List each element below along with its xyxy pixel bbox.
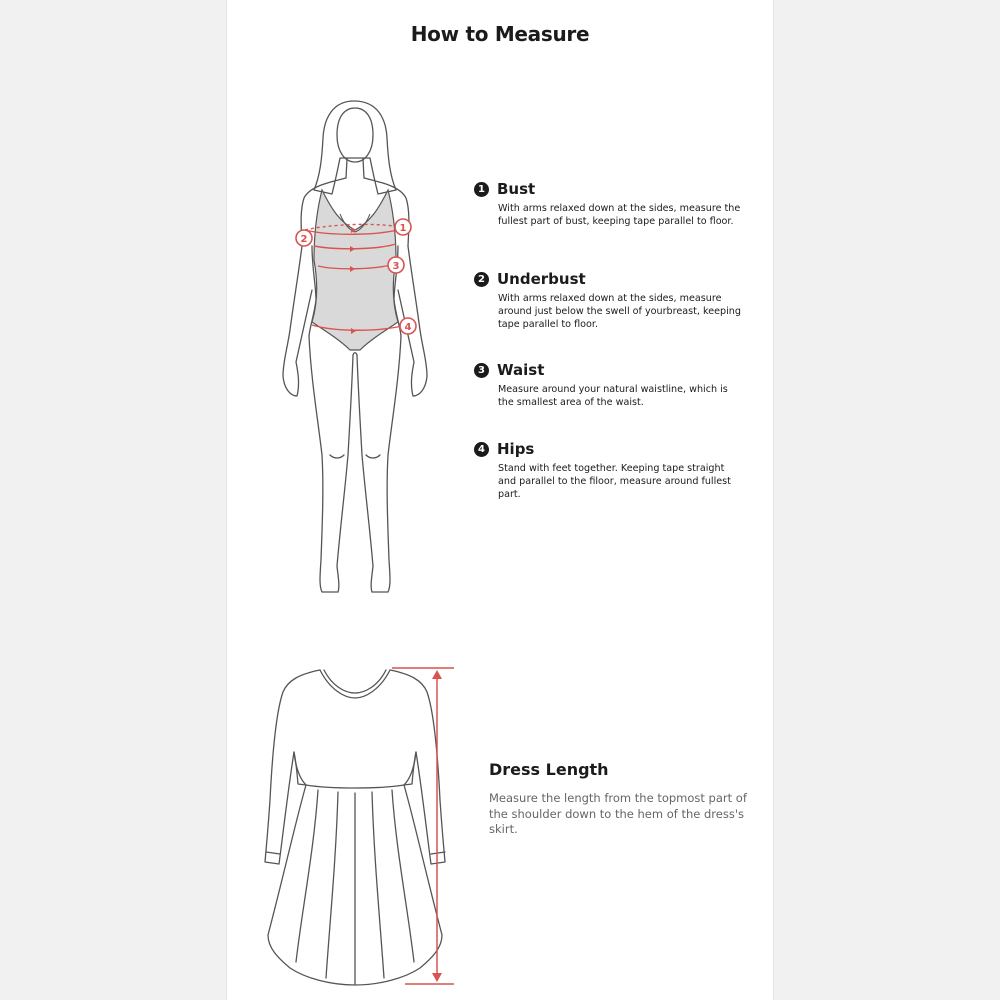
underbust-number-badge: 2 (474, 272, 489, 287)
page-title: How to Measure (410, 22, 590, 46)
dress-length-description: Measure the length from the topmost part of the shoulder down to the hem of the dress's skirt. (489, 791, 747, 836)
marker-2: 2 (300, 234, 308, 245)
waist-description: Measure around your natural waistline, which is the smallest area of the waist. (498, 384, 728, 408)
marker-4: 4 (404, 322, 412, 333)
bust-label: Bust (497, 180, 536, 198)
underbust-label: Underbust (497, 270, 586, 288)
bust-instruction (474, 179, 744, 228)
marker-3: 3 (392, 261, 400, 272)
hips-number-badge: 4 (474, 442, 489, 457)
body-figure-illustration (270, 95, 440, 600)
marker-1: 1 (399, 223, 407, 234)
hips-label: Hips (497, 440, 535, 458)
dress-length-label: Dress Length (489, 760, 609, 779)
dress-illustration (255, 660, 465, 990)
waist-number-badge: 3 (474, 363, 489, 378)
bust-description: With arms relaxed down at the sides, measure the fullest part of bust, keeping tape parallel to floor. (498, 203, 741, 227)
underbust-description: With arms relaxed down at the sides, measure around just below the swell of yourbreast, keeping tape parallel to floor. (498, 293, 741, 330)
hips-description: Stand with feet together. Keeping tape straight and parallel to the filoor, measure around fullest part. (498, 463, 731, 500)
hips-instruction (474, 439, 744, 501)
underbust-instruction (474, 269, 744, 331)
waist-instruction (474, 360, 744, 409)
waist-label: Waist (497, 361, 545, 379)
bust-number-badge: 1 (474, 182, 489, 197)
